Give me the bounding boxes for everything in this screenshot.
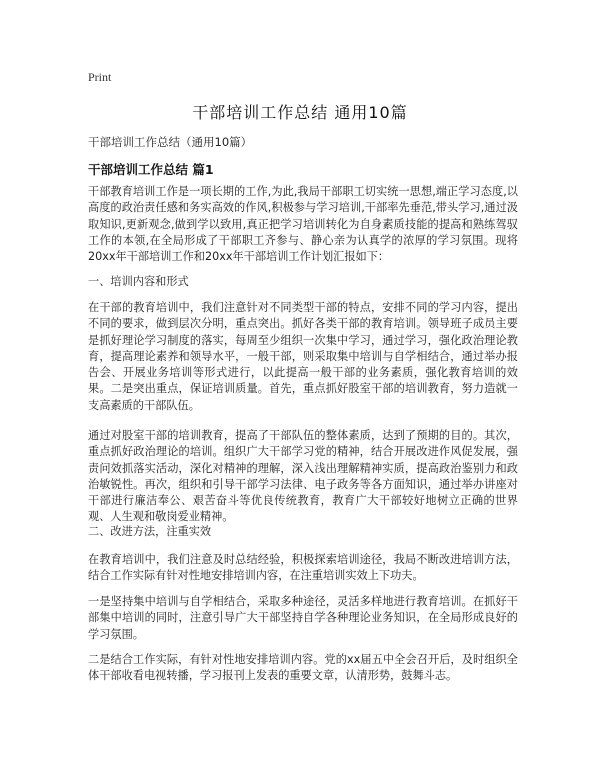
intro-paragraph: 干部教育培训工作是一项长期的工作,为此,我局干部职工切实统一思想,端正学习态度,以高度的政治责任感和务实高效的作风,积极参与学习培训,干部率先垂范,带头学习,通过汲取知识,更新观念,做到学以致用,真正把学习培训转化为自身素质技能的提高和熟练驾驭工作的本领,在全局形成了干部职工齐参与、静心亲为认真学的浓厚的学习氛围。现将20xx年干部培训工作和20xx年干部培训工作计划汇报如下： (88, 185, 518, 264)
section-title: 干部培训工作总结 篇1 (88, 162, 214, 177)
document-title: 干部培训工作总结 通用10篇 (192, 103, 408, 122)
paragraph-point-two: 二是结合工作实际，有针对性地安排培训内容。党的xx届五中全会召开后，及时组织全体干部收看电视转播，学习报刊上发表的重要文章，认清形势，鼓舞斗志。 (88, 653, 518, 683)
print-link[interactable]: Print (88, 70, 112, 84)
paragraph-improve-methods: 在教育培训中，我们注意及时总结经验，积极探索培训途径，我局不断改进培训方法，结合工作实际有针对性地安排培训内容，在注重培训实效上下功夫。 (88, 553, 518, 583)
heading-training-content: 一、培训内容和形式 (88, 275, 189, 288)
paragraph-point-one: 一是坚持集中培训与自学相结合，采取多种途径，灵活多样地进行教育培训。在抓好干部集中培训的同时，注意引导广大干部坚持自学各种理论业务知识，在全局形成良好的学习氛围。 (88, 595, 518, 641)
heading-improve-methods: 二、改进方法，注重实效 (88, 525, 212, 538)
document-subtitle: 干部培训工作总结（通用10篇） (88, 135, 253, 149)
paragraph-training-content: 在干部的教育培训中，我们注意针对不同类型干部的特点，安排不同的学习内容，提出不同的要求，做到层次分明，重点突出。抓好各类干部的教育培训。领导班子成员主要是抓好理论学习制度的落实，每周至少组织一次集中学习，通过学习，强化政治理论教育，提高理论素养和领导水平，一般干部，则采取集中培训与自学相结合，通过举办报告会、开展业务培训等形式进行，以此提高一般干部的业务素质，强化教育培训的效果。二是突出重点，保证培训质量。首先，重点抓好股室干部的培训教育，努力造就一支高素质的干部队伍。 (88, 301, 518, 412)
paragraph-training-effects: 通过对股室干部的培训教育，提高了干部队伍的整体素质，达到了预期的目的。其次，重点抓好政治理论的培训。组织广大干部学习党的精神，结合开展改进作风促发展，强责问效抓落实活动，深化对精神的理解，深入浅出理解精神实质，提高政治鉴别力和政治敏锐性。再次，组织和引导干部学习法律、电子政务等各方面知识，通过举办讲座对干部进行廉洁奉公、艰苦奋斗等优良传统教育，教育广大干部较好地树立正确的世界观、人生观和敬岗爱业精神。 (88, 429, 518, 524)
